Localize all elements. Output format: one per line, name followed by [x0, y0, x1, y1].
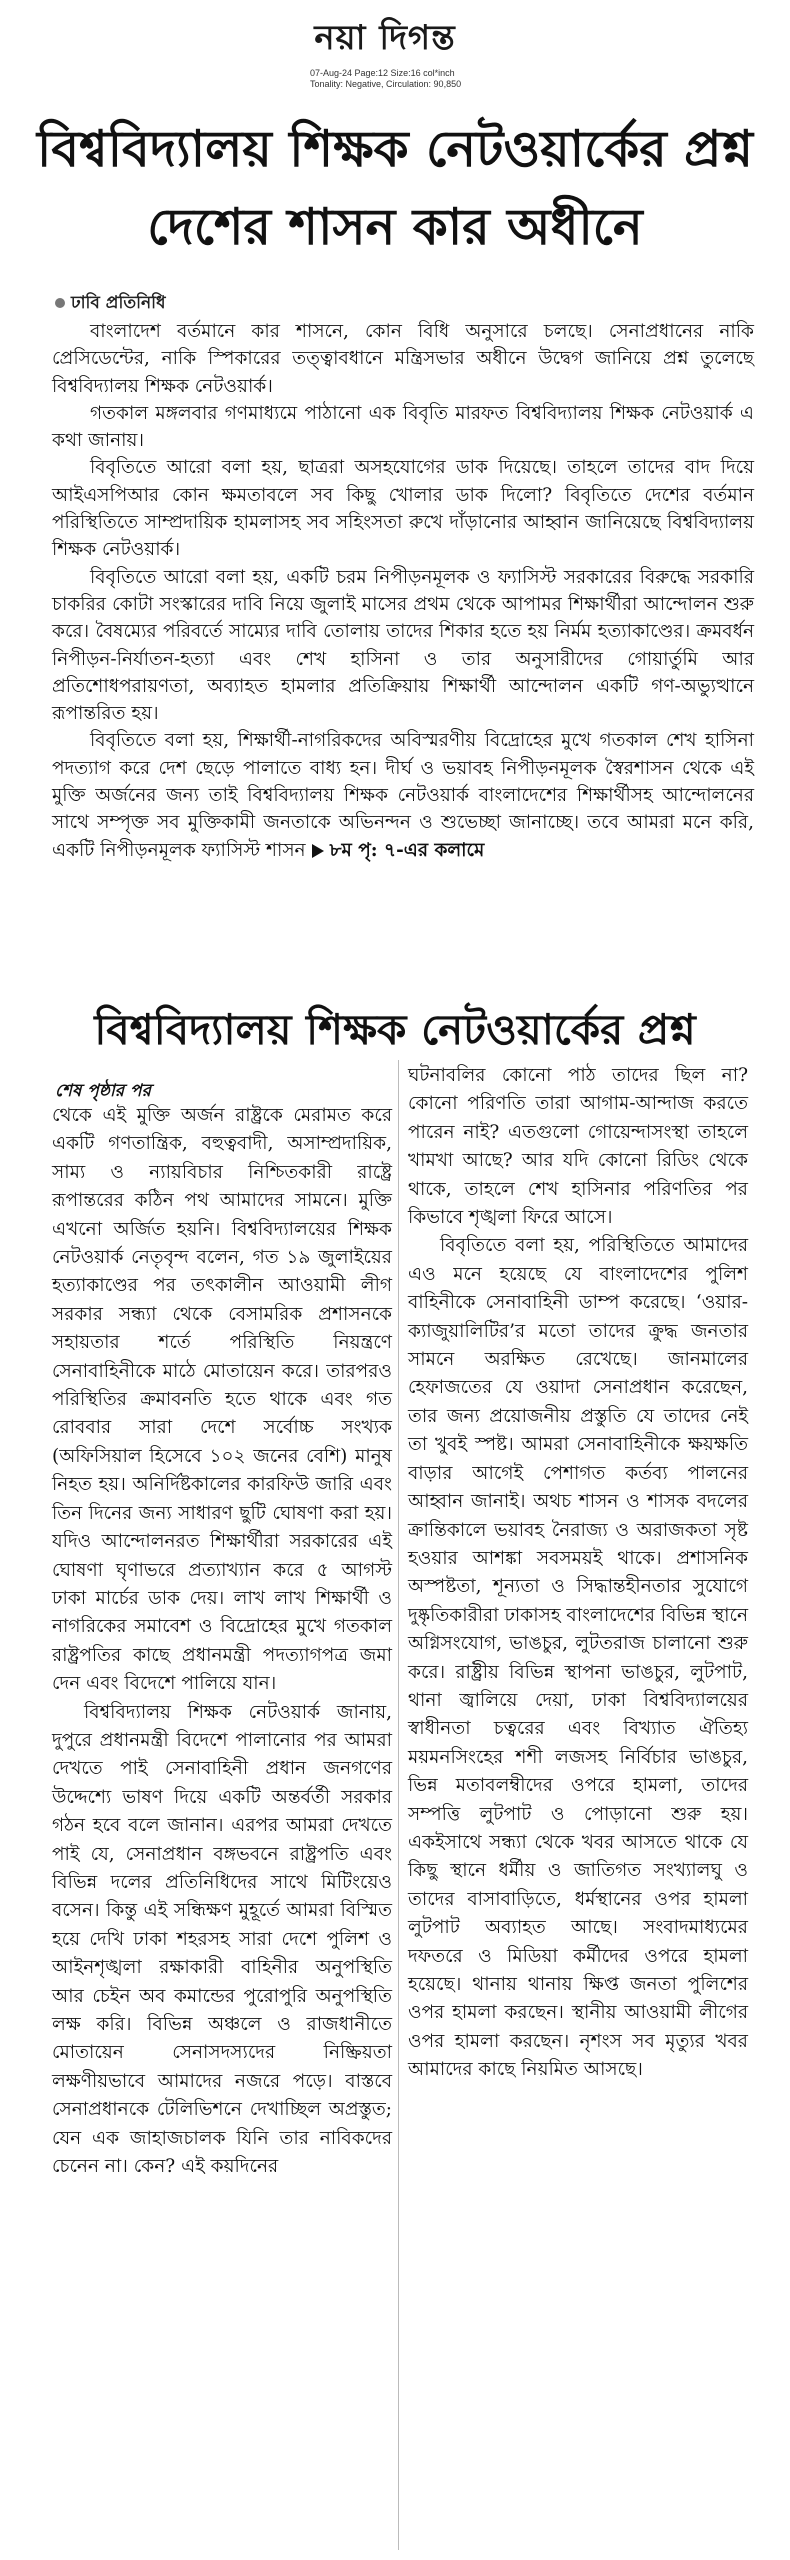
lead-paragraph: বিবৃতিতে আরো বলা হয়, একটি চরম নিপীড়নমূলক ও ফ্যাসিস্ট সরকারের বিরুদ্ধে সরকারি চাকরির কোটা সংস্কারের দাবি নিয়ে জুলাই মাসের প্রথম থেকে আপামর শিক্ষার্থীরা আন্দোলন শুরু করে। বৈষম্যের পরিবর্তে সাম্যের দাবি তোলায় তাদের শিকার হতে হয় নির্মম হত্যাকাণ্ডের। ক্রমবর্ধন নিপীড়ন-নির্যাতন-হত্যা এবং শেখ হাসিনা ও তার অনুসারীদের গোয়ার্তুমি আর প্রতিশোধপরায়ণতা, অব্যাহত হামলার প্রতিক্রিয়ায় শিক্ষার্থী আন্দোলন একটি গণ-অভ্যুত্থানে রূপান্তরিত হয়। [52, 566, 754, 725]
lead-paragraph: গতকাল মঙ্গলবার গণমাধ্যমে পাঠানো এক বিবৃতি মারফত বিশ্ববিদ্যালয় শিক্ষক নেটওয়ার্ক এ কথা জানায়। [52, 402, 754, 452]
headline [20, 110, 770, 266]
byline-text: ঢাবি প্রতিনিধি [71, 293, 166, 313]
continuation-headline: বিশ্ববিদ্যালয় শিক্ষক নেটওয়ার্কের প্রশ্ন [94, 1005, 696, 1054]
lead-paragraph: বাংলাদেশ বর্তমানে কার শাসনে, কোন বিধি অনুসারে চলছে। সেনাপ্রধানের নাকি প্রেসিডেন্টের, নাকি স্পিকারের তত্ত্বাবধানে মন্ত্রিসভার অধীনে উদ্বেগ জানিয়ে প্রশ্ন তুলেছে বিশ্ববিদ্যালয় শিক্ষক নেটওয়ার্ক। [52, 321, 754, 397]
lead-paragraph-last [52, 727, 754, 863]
lead-article-body [52, 318, 754, 864]
headline-line-2: দেশের শাসন কার অধীনে [147, 198, 643, 256]
logo-text: নয়া দিগন্ত [314, 18, 456, 58]
masthead [0, 0, 790, 100]
column-divider [398, 1060, 399, 2550]
page-jump [312, 840, 485, 861]
continuation-paragraph: বিবৃতিতে বলা হয়, পরিস্থিতিতে আমাদের এও মনে হয়েছে যে বাংলাদেশের পুলিশ বাহিনীকে সেনাবাহিনী ডাম্প করেছে। ‘ওয়ার-ক্যাজুয়ালিটির’র মতো তাদের ক্রুদ্ধ জনতার সামনে অরক্ষিত রেখেছে। জানমালের হেফাজতের যে ওয়াদা সেনাপ্রধান করেছেন, তার জন্য প্রয়োজনীয় প্রস্তুতি যে তাদের নেই তা খুবই স্পষ্ট। আমরা সেনাবাহিনীকে ক্ষয়ক্ষতি বাড়ার আগেই পেশাগত কর্তব্য পালনের আহ্বান জানাই। অথচ শাসন ও শাসক বদলের ক্রান্তিকালে ভয়াবহ নৈরাজ্য ও অরাজকতা সৃষ্ট হওয়ার আশঙ্কা সবসময়ই থাকে। প্রশাসনিক অস্পষ্টতা, শূন্যতা ও সিদ্ধান্তহীনতার সুযোগে দুষ্কৃতিকারীরা ঢাকাসহ বাংলাদেশের বিভিন্ন স্থানে অগ্নিসংযোগ, ভাঙচুর, লুটতরাজ চালানো শুরু করে। রাষ্ট্রীয় বিভিন্ন স্থাপনা ভাঙচুর, লুটপাট, থানা জ্বালিয়ে দেয়া, ঢাকা বিশ্ববিদ্যালয়ের স্বাধীনতা চত্বরের এবং বিখ্যাত ঐতিহ্য ময়মনসিংহের শশী লজসহ নির্বিচার ভাঙচুর, ভিন্ন মতাবলম্বীদের ওপরে হামলা, তাদের সম্পত্তি লুটপাট ও পোড়ানো শুরু হয়। একইসাথে সন্ধ্যা থেকে খবর আসতে থাকে যে কিছু স্থানে ধর্মীয় ও জাতিগত সংখ্যালঘু ও তাদের বাসাবাড়িতে, ধর্মস্থানের ওপর হামলা লুটপাট অব্যাহত আছে। সংবাদমাধ্যমের দফতরে ও মিডিয়া কর্মীদের ওপরে হামলা হয়েছে। থানায় থানায় ক্ষিপ্ত জনতা পুলিশের ওপর হামলা করছেন। স্থানীয় আওয়ামী লীগের ওপর হামলা করছেন। নৃশংস সব মৃত্যুর খবর আমাদের কাছে নিয়মিত আসছে। [408, 1235, 748, 2081]
continuation-column-right [408, 1062, 748, 2085]
headline-line-1: বিশ্ববিদ্যালয় শিক্ষক নেটওয়ার্কের প্রশ্ন [37, 120, 753, 178]
continuation-paragraph: বিশ্ববিদ্যালয় শিক্ষক নেটওয়ার্ক জানায়, দুপুরে প্রধানমন্ত্রী বিদেশে পালানোর পর আমরা দেখতে পাই সেনাবাহিনী প্রধান জনগণের উদ্দেশ্যে ভাষণ দিয়ে একটি অন্তর্বর্তী সরকার গঠন হবে বলে জানান। এরপর আমরা দেখতে পাই যে, সেনাপ্রধান বঙ্গভবনে রাষ্ট্রপতি এবং বিভিন্ন দলের প্রতিনিধিদের সাথে মিটিংয়েও বসেন। কিন্তু এই সন্ধিক্ষণ মুহূর্তে আমরা বিস্মিত হয়ে দেখি ঢাকা শহরসহ সারা দেশে পুলিশ ও আইনশৃঙ্খলা রক্ষাকারী বাহিনীর অনুপস্থিতি আর চেইন অব কমান্ডের পুরোপুরি অনুপস্থিতি লক্ষ করি। বিভিন্ন অঞ্চলে ও রাজধানীতে মোতায়েন সেনাসদস্যদের নিষ্ক্রিয়তা লক্ষণীয়ভাবে আমাদের নজরে পড়ে। বাস্তবে সেনাপ্রধানকে টেলিভিশনে দেখাচ্ছিল অপ্রস্তুত; যেন এক জাহাজচালক যিনি তার নাবিকদের চেনেন না। কেন? এই কয়দিনের [52, 1701, 392, 2178]
meta-line-2: Tonality: Negative, Circulation: 90,850 [310, 79, 462, 89]
page-jump-text: ৮ম পৃ: ৭-এর কলামে [329, 839, 485, 861]
bullet-icon [55, 298, 65, 308]
continued-label: শেষ পৃষ্ঠার পর [55, 1081, 151, 1101]
lead-paragraph: বিবৃতিতে আরো বলা হয়, ছাত্ররা অসহযোগের ডাক দিয়েছে। তাহলে তাদের বাদ দিয়ে আইএসপিআর কোন ক্ষমতাবলে সব কিছু খোলার ডাক দিলো? বিবৃতিতে দেশের বর্তমান পরিস্থিতিতে সাম্প্রদায়িক হামলাসহ সব সহিংসতা রুখে দাঁড়ানোর আহ্বান জানিয়েছে বিশ্ববিদ্যালয় শিক্ষক নেটওয়ার্ক। [52, 457, 754, 561]
byline [55, 290, 166, 318]
continuation-column-left [52, 1102, 392, 2181]
meta-line-1: 07-Aug-24 Page:12 Size:16 col*inch [310, 68, 455, 78]
lead-paragraph-text: বিবৃতিতে বলা হয়, শিক্ষার্থী-নাগরিকদের অবিস্মরণীয় বিদ্রোহের মুখে গতকাল শেখ হাসিনা পদত্যাগ করে দেশ ছেড়ে পালাতে বাধ্য হন। দীর্ঘ ও ভয়াবহ নিপীড়নমূলক স্বৈরশাসন থেকে এই মুক্তি অর্জনের জন্য তাই বিশ্ববিদ্যালয় শিক্ষক নেটওয়ার্ক বাংলাদেশের শিক্ষার্থীসহ আন্দোলনের সাথে সম্পৃক্ত সব মুক্তিকামী জনতাকে অভিনন্দন ও শুভেচ্ছা জানাচ্ছে। তবে আমরা মনে করি, একটি নিপীড়নমূলক ফ্যাসিস্ট শাসন [52, 730, 754, 861]
clipping-meta [310, 68, 610, 90]
continuation-paragraph: ঘটনাবলির কোনো পাঠ তাদের ছিল না? কোনো পরিণতি তারা আগাম-আন্দাজ করতে পারেন নাই? এতগুলো গোয়েন্দাসংস্থা তাহলে খামখা আছে? আর যদি কোনো রিডিং থেকে থাকে, তাহলে শেখ হাসিনার পরিণতির পর কিভাবে শৃঙ্খলা ফিরে আসে। [408, 1065, 748, 1229]
continuation-paragraph: থেকে এই মুক্তি অর্জন রাষ্ট্রকে মেরামত করে একটি গণতান্ত্রিক, বহুত্ববাদী, অসাম্প্রদায়িক, সাম্য ও ন্যায়বিচার নিশ্চিতকারী রাষ্ট্রে রূপান্তরের কঠিন পথ আমাদের সামনে। মুক্তি এখনো অর্জিত হয়নি। বিশ্ববিদ্যালয়ের শিক্ষক নেটওয়ার্ক নেতৃবৃন্দ বলেন, গত ১৯ জুলাইয়ের হত্যাকাণ্ডের পর তৎকালীন আওয়ামী লীগ সরকার সন্ধ্যা থেকে বেসামরিক প্রশাসনকে সহায়তার শর্তে পরিস্থিতি নিয়ন্ত্রণে সেনাবাহিনীকে মাঠে মোতায়েন করে। তারপরও পরিস্থিতির ক্রমাবনতি হতে থাকে এবং গত রোববার সারা দেশে সর্বোচ্চ সংখ্যক (অফিসিয়াল হিসেবে ১০২ জনের বেশি) মানুষ নিহত হয়। অনির্দিষ্টকালের কারফিউ জারি এবং তিন দিনের জন্য সাধারণ ছুটি ঘোষণা করা হয়। যদিও আন্দোলনরত শিক্ষার্থীরা সরকারের এই ঘোষণা ঘৃণাভরে প্রত্যাখ্যান করে ৫ আগস্ট ঢাকা মার্চের ডাক দেয়। লাখ লাখ শিক্ষার্থী ও নাগরিকের সমাবেশ ও বিদ্রোহের মুখে গতকাল রাষ্ট্রপতির কাছে প্রধানমন্ত্রী পদত্যাগপত্র জমা দেন এবং বিদেশে পালিয়ে যান। [52, 1105, 392, 1695]
newspaper-logo [270, 12, 500, 64]
arrow-right-icon [312, 844, 324, 858]
